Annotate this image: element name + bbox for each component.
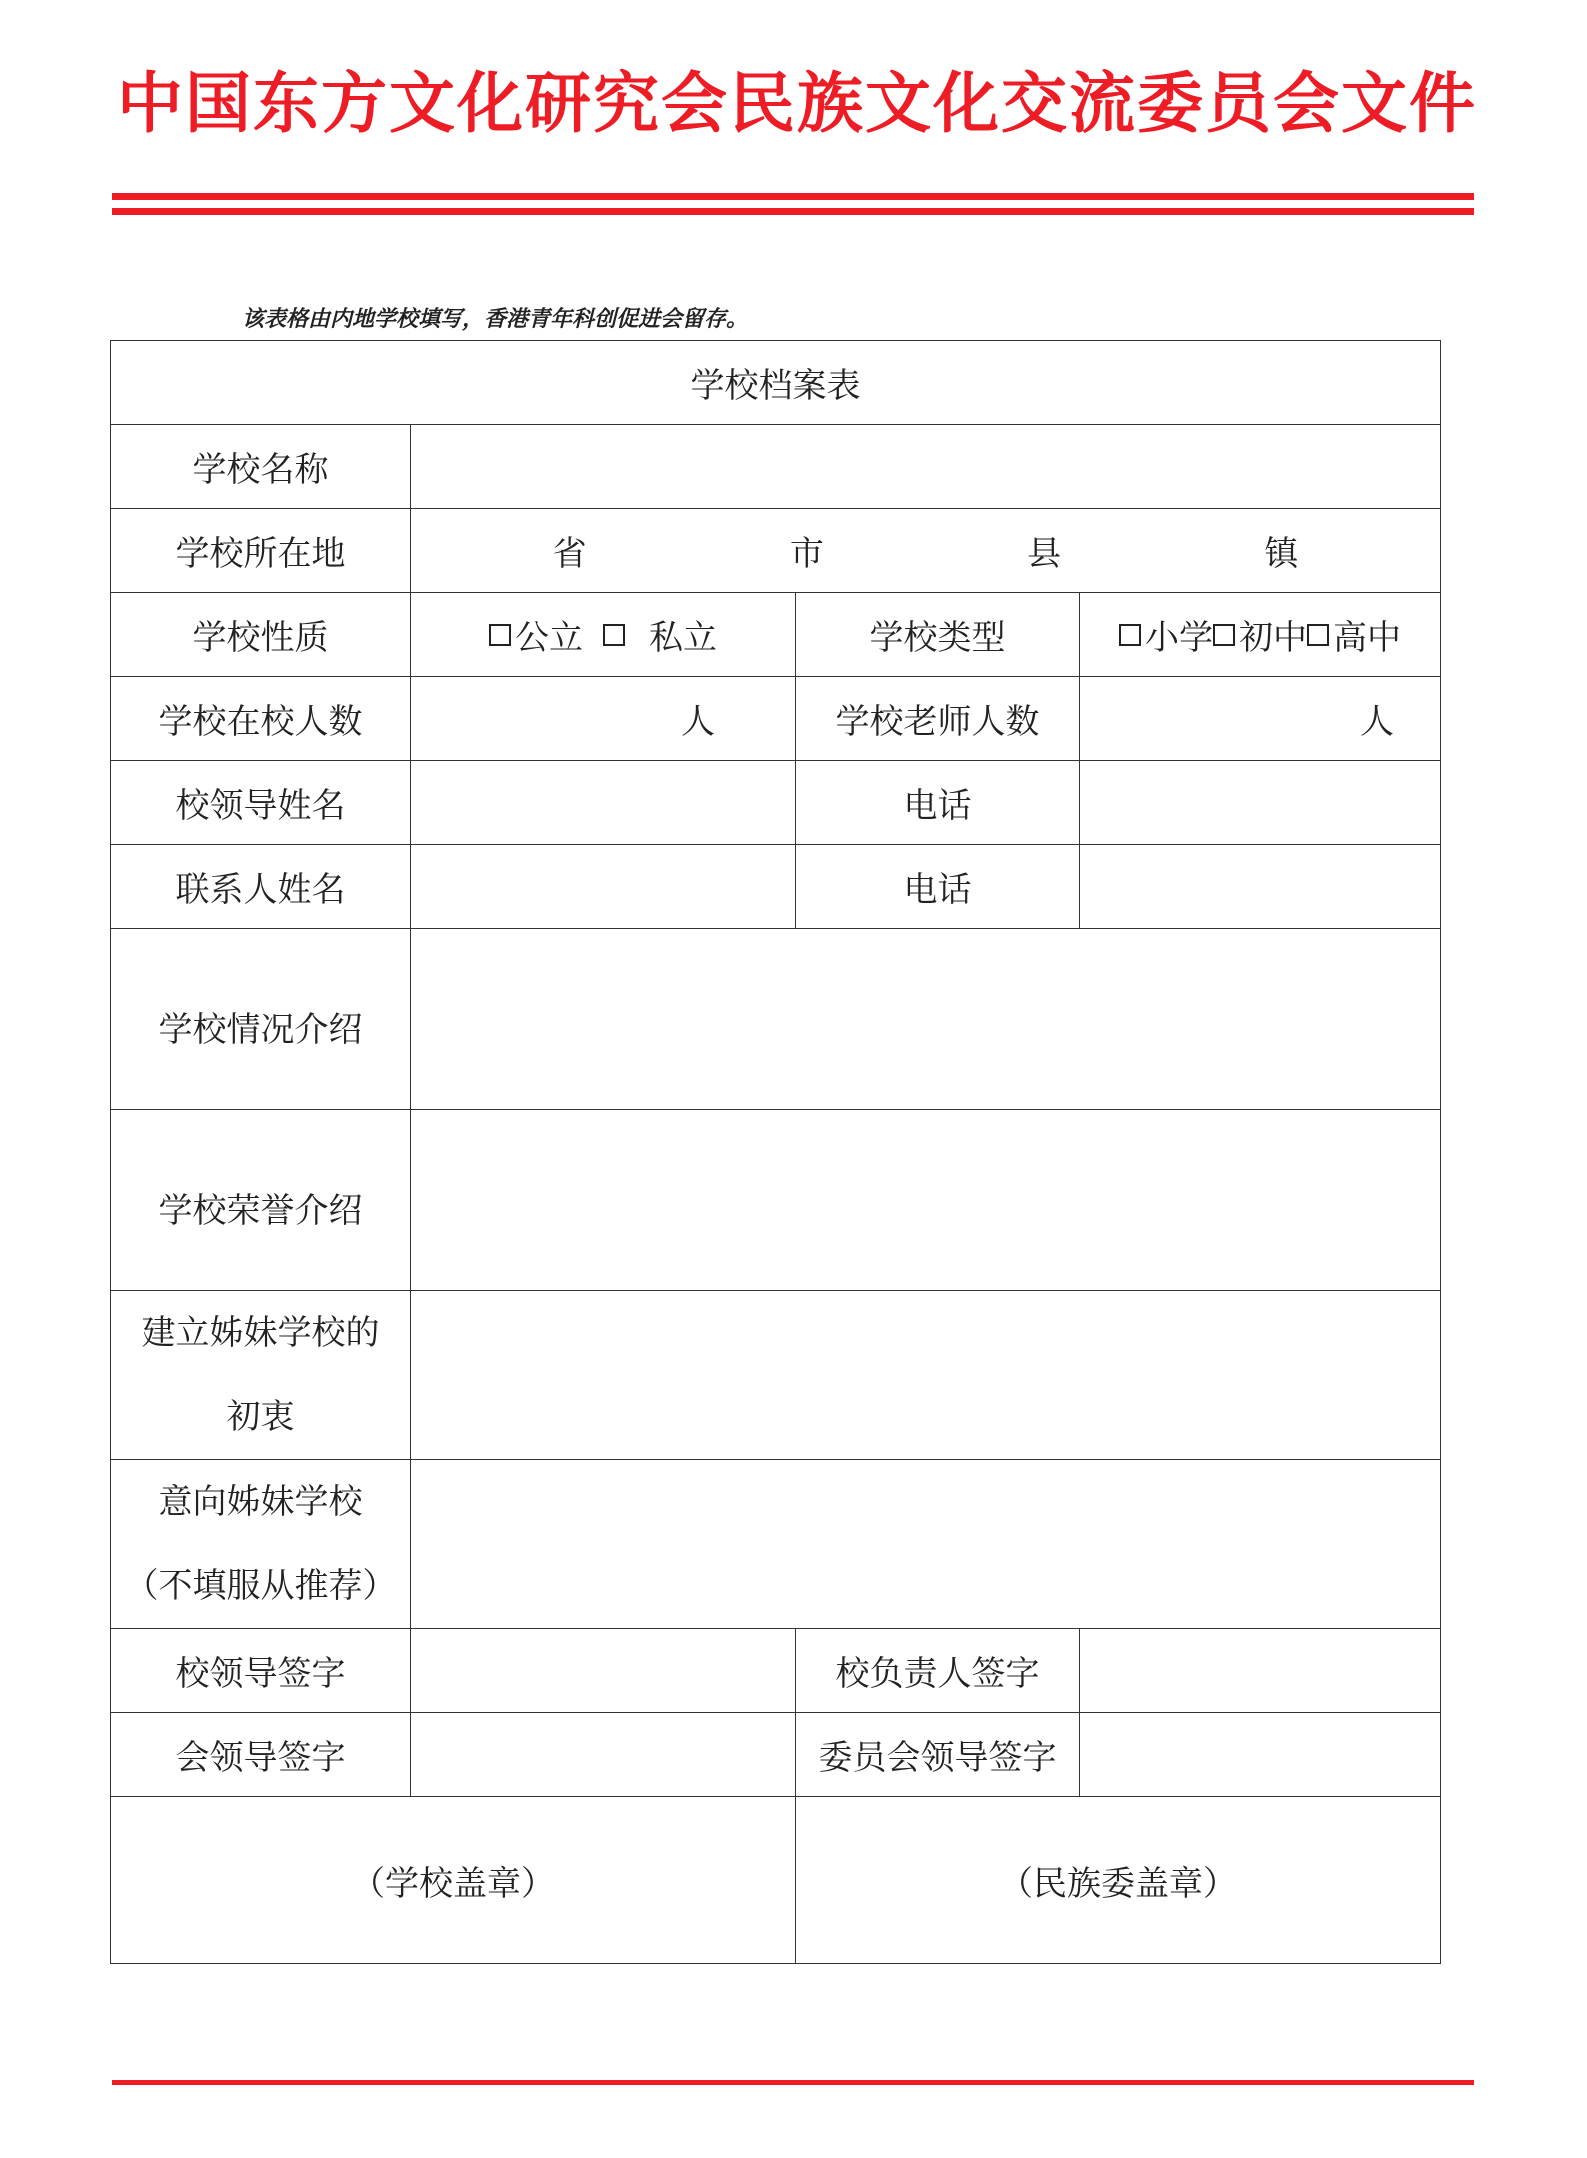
teachers-unit: 人	[1360, 702, 1394, 742]
type-options	[1080, 593, 1441, 677]
association-sign-label: 会领导签字	[111, 1713, 411, 1797]
junior-high-option-label: 初中	[1239, 618, 1307, 658]
private-option-label: 私立	[649, 618, 717, 658]
senior-high-option-label: 高中	[1333, 618, 1401, 658]
motive-label	[111, 1291, 411, 1460]
intro-field[interactable]	[411, 929, 1441, 1110]
intro-label: 学校情况介绍	[111, 929, 411, 1110]
leader-name-field[interactable]	[411, 761, 796, 845]
honors-field[interactable]	[411, 1110, 1441, 1291]
contact-phone-field[interactable]	[1080, 845, 1441, 929]
leader-name-label: 校领导姓名	[111, 761, 411, 845]
principal-sign-label: 校负责人签字	[796, 1629, 1080, 1713]
school-seal-area[interactable]	[111, 1797, 796, 1964]
committee-seal-label: （民族委盖章）	[999, 1863, 1237, 1904]
city-unit: 市	[789, 534, 824, 574]
honors-label: 学校荣誉介绍	[111, 1110, 411, 1291]
primary-checkbox[interactable]	[1119, 624, 1141, 646]
school-name-label: 学校名称	[111, 425, 411, 509]
motive-label-line2: 初衷	[226, 1397, 295, 1437]
teachers-field[interactable]	[1080, 677, 1441, 761]
committee-seal-area[interactable]	[796, 1797, 1441, 1964]
document-header-title: 中国东方文化研究会民族文化交流委员会文件	[117, 64, 1477, 142]
principal-sign-field[interactable]	[1080, 1629, 1441, 1713]
motive-field[interactable]	[411, 1291, 1441, 1460]
leader-phone-label: 电话	[796, 761, 1080, 845]
association-sign-field[interactable]	[411, 1713, 796, 1797]
committee-sign-field[interactable]	[1080, 1713, 1441, 1797]
contact-phone-label: 电话	[796, 845, 1080, 929]
senior-high-checkbox[interactable]	[1307, 624, 1329, 646]
leader-phone-field[interactable]	[1080, 761, 1441, 845]
intended-school-label	[111, 1460, 411, 1629]
province-unit: 省	[552, 534, 587, 574]
students-unit: 人	[681, 702, 715, 742]
form-title: 学校档案表	[111, 341, 1441, 425]
footer-red-rule	[112, 2080, 1474, 2085]
intended-school-field[interactable]	[411, 1460, 1441, 1629]
students-label: 学校在校人数	[111, 677, 411, 761]
junior-high-checkbox[interactable]	[1213, 624, 1235, 646]
form-note: 该表格由内地学校填写，香港青年科创促进会留存。	[242, 306, 749, 332]
students-field[interactable]	[411, 677, 796, 761]
public-option-label: 公立	[515, 618, 583, 658]
private-checkbox[interactable]	[603, 624, 625, 646]
contact-name-field[interactable]	[411, 845, 796, 929]
primary-option-label: 小学	[1145, 618, 1213, 658]
intended-label-line2: （不填服从推荐）	[124, 1566, 397, 1606]
header-red-rule-bottom	[112, 208, 1474, 215]
teachers-label: 学校老师人数	[796, 677, 1080, 761]
location-label: 学校所在地	[111, 509, 411, 593]
location-field[interactable]	[411, 509, 1441, 593]
contact-name-label: 联系人姓名	[111, 845, 411, 929]
county-unit: 县	[1027, 534, 1062, 574]
nature-label: 学校性质	[111, 593, 411, 677]
header-red-rule-top	[112, 193, 1474, 200]
committee-sign-label: 委员会领导签字	[796, 1713, 1080, 1797]
leader-sign-field[interactable]	[411, 1629, 796, 1713]
type-label: 学校类型	[796, 593, 1080, 677]
school-seal-label: （学校盖章）	[351, 1863, 555, 1904]
public-checkbox[interactable]	[489, 624, 511, 646]
school-name-field[interactable]	[411, 425, 1441, 509]
intended-label-line1: 意向姊妹学校	[158, 1482, 363, 1522]
motive-label-line1: 建立姊妹学校的	[141, 1313, 380, 1353]
town-unit: 镇	[1264, 534, 1299, 574]
school-profile-form	[110, 340, 1441, 1964]
nature-options	[411, 593, 796, 677]
leader-sign-label: 校领导签字	[111, 1629, 411, 1713]
